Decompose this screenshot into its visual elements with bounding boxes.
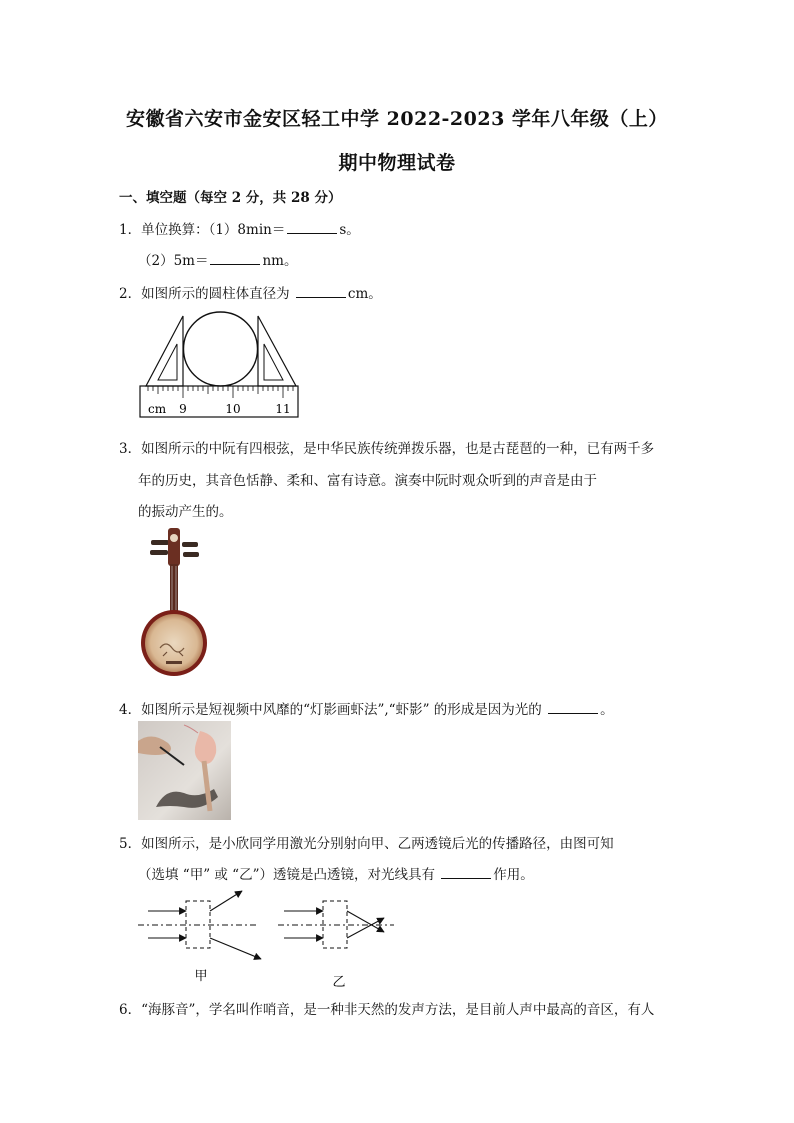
q3-text: 年的历史，其音色恬静、柔和、富有诗意。演奏中阮时观众听到的声音是由于 xyxy=(138,473,597,489)
page-title: 安徽省六安市金安区轻工中学 2022-2023 学年八年级（上） xyxy=(126,108,668,130)
left-triangle-inner xyxy=(158,344,177,380)
q4-text: 4．如图所示是短视频中风靡的“灯影画虾法”,“虾影” 的形成是因为光的 xyxy=(119,702,547,718)
question-3-line2 xyxy=(138,469,597,489)
ruler-tick-9: 9 xyxy=(179,402,187,416)
answer-blank[interactable] xyxy=(441,866,491,879)
page-subtitle: 期中物理试卷 xyxy=(338,152,456,174)
question-3-line3: 的振动产生的。 xyxy=(138,504,233,520)
answer-blank[interactable] xyxy=(548,701,598,714)
q5-end: 作用。 xyxy=(493,867,534,883)
question-5-line1: 5．如图所示，是小欣同学用激光分别射向甲、乙两透镜后光的传播路径，由图可知 xyxy=(119,836,614,852)
question-6-line1: 6．“海豚音”，学名叫作哨音，是一种非天然的发声方法，是目前人声中最高的音区，有人 xyxy=(119,1002,655,1018)
ruler-tick-11: 11 xyxy=(275,402,291,416)
section-heading: 一、填空题（每空 2 分，共 28 分） xyxy=(119,190,342,206)
right-triangle-inner xyxy=(264,344,283,380)
lens-diagram xyxy=(138,884,398,992)
shrimp-shadow-photo xyxy=(138,721,231,820)
question-1b xyxy=(138,249,297,269)
question-4 xyxy=(119,698,614,718)
q2-unit: cm。 xyxy=(347,286,382,302)
q1b-text: （2）5m＝ xyxy=(138,253,209,269)
q5-text: （选填 “甲” 或 “乙”）透镜是凸透镜，对光线具有 xyxy=(138,867,440,883)
question-3-line1: 3．如图所示的中阮有四根弦，是中华民族传统弹拨乐器，也是古琵琶的一种，已有两千多 xyxy=(119,441,655,457)
question-1a xyxy=(119,218,360,238)
question-2 xyxy=(119,282,382,302)
answer-blank[interactable] xyxy=(287,221,337,234)
ruler-cylinder-figure xyxy=(130,306,310,421)
q4-end: 。 xyxy=(600,702,614,718)
q1a-unit: s。 xyxy=(339,222,360,238)
answer-blank[interactable] xyxy=(296,285,346,298)
q2-text: 2．如图所示的圆柱体直径为 xyxy=(119,286,294,302)
answer-blank[interactable] xyxy=(210,252,260,265)
q1b-unit: nm。 xyxy=(262,253,298,269)
q1a-text: 1．单位换算：（1）8min＝ xyxy=(119,222,286,238)
ruler-tick-10: 10 xyxy=(225,402,241,416)
question-5-line2 xyxy=(138,863,534,883)
zhongruan-instrument-image xyxy=(138,526,216,682)
lens-a-label: 甲 xyxy=(194,969,208,984)
cylinder-circle xyxy=(184,312,258,386)
ruler-ticks xyxy=(148,386,293,398)
ruler-unit: cm xyxy=(148,402,167,416)
lens-b-label: 乙 xyxy=(332,975,346,990)
